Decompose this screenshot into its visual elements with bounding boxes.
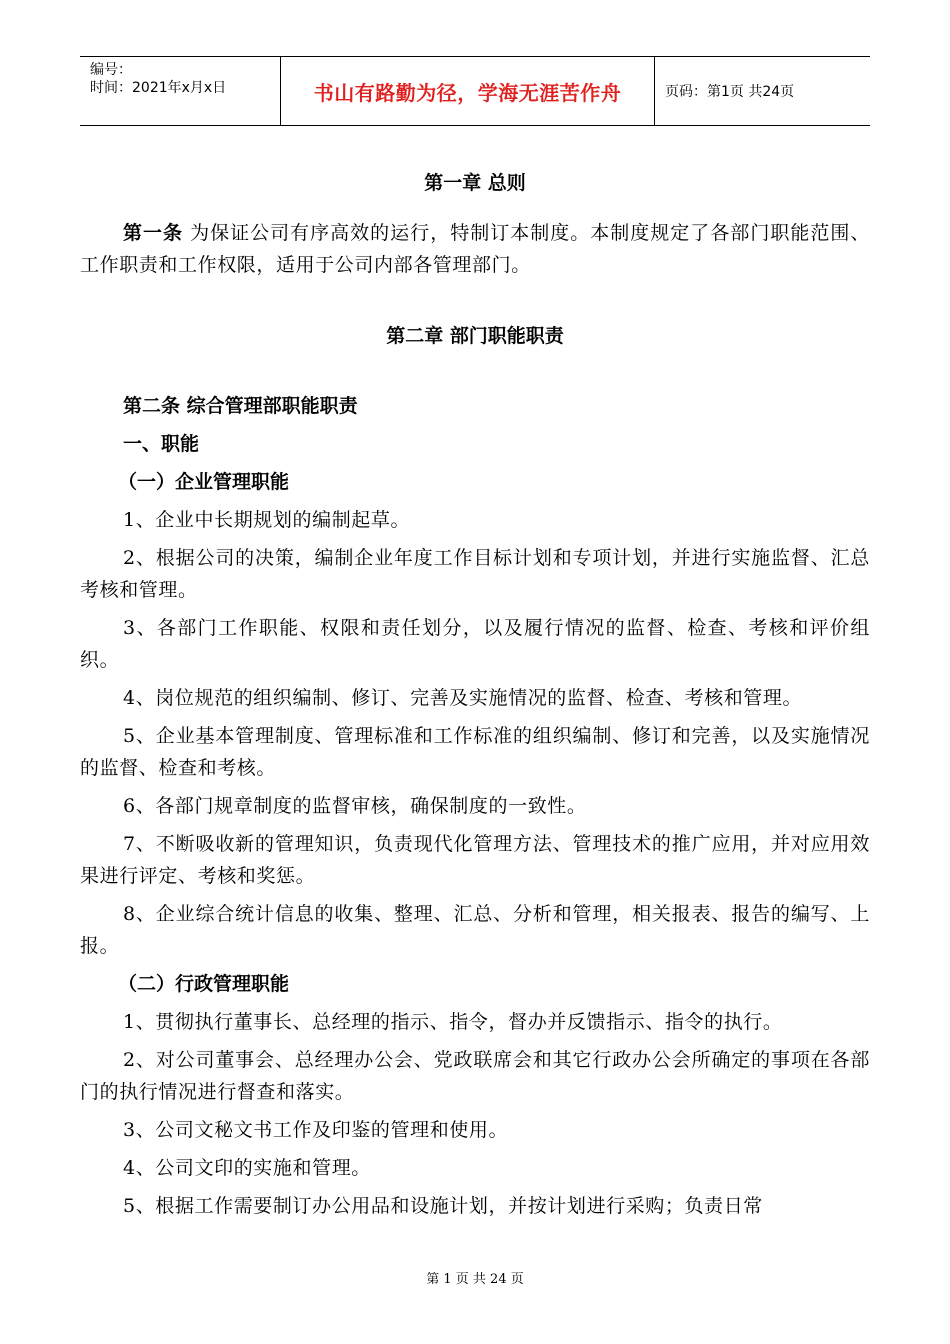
document-date-label: 时间：2021年x月x日 (90, 80, 227, 96)
list-item: 3、各部门工作职能、权限和责任划分，以及履行情况的监督、检查、考核和评价组织。 (80, 617, 870, 671)
document-body (80, 168, 870, 1222)
list-item: 3、公司文秘文书工作及印鉴的管理和使用。 (123, 1119, 509, 1141)
article-1 (80, 217, 870, 281)
article-2-title: 第二条 综合管理部职能职责 (123, 395, 358, 417)
header-page-label: 页码：第1页 共24页 (665, 84, 795, 100)
header-info-cell (80, 57, 281, 125)
list-item: 4、岗位规范的组织编制、修订、完善及实施情况的监督、检查、考核和管理。 (123, 687, 803, 709)
list-item: 4、公司文印的实施和管理。 (123, 1157, 371, 1179)
document-number-label: 编号： (90, 62, 132, 78)
subsection-administrative-management: （二）行政管理职能 (118, 973, 290, 995)
section-functions: 一、职能 (123, 433, 200, 455)
list-item: 1、贯彻执行董事长、总经理的指示、指令，督办并反馈指示、指令的执行。 (123, 1011, 783, 1033)
list-item: 1、企业中长期规划的编制起草。 (123, 509, 411, 531)
article-1-text: 为保证公司有序高效的运行，特制订本制度。本制度规定了各部门职能范围、工作职责和工作权限，适用于公司内部各管理部门。 (80, 222, 870, 276)
list-item: 2、对公司董事会、总经理办公会、党政联席会和其它行政办公会所确定的事项在各部门的执行情况进行督查和落实。 (80, 1049, 870, 1103)
list-item: 7、不断吸收新的管理知识，负责现代化管理方法、管理技术的推广应用，并对应用效果进行评定、考核和奖惩。 (80, 833, 870, 887)
header-motto: 书山有路勤为径，学海无涯苦作舟 (281, 57, 655, 125)
list-item: 5、根据工作需要制订办公用品和设施计划，并按计划进行采购；负责日常 (123, 1195, 763, 1217)
article-1-label: 第一条 (123, 222, 184, 244)
enterprise-management-list (80, 504, 870, 962)
administrative-management-list (80, 1006, 870, 1222)
chapter-1-title: 第一章 总则 (424, 172, 526, 194)
list-item: 5、企业基本管理制度、管理标准和工作标准的组织编制、修订和完善，以及实施情况的监督、检查和考核。 (80, 725, 870, 779)
list-item: 6、各部门规章制度的监督审核，确保制度的一致性。 (123, 795, 587, 817)
chapter-2-title: 第二章 部门职能职责 (386, 325, 564, 347)
list-item: 2、根据公司的决策，编制企业年度工作目标计划和专项计划，并进行实施监督、汇总考核和管理。 (80, 547, 870, 601)
list-item: 8、企业综合统计信息的收集、整理、汇总、分析和管理，相关报表、报告的编写、上报。 (80, 903, 870, 957)
subsection-enterprise-management: （一）企业管理职能 (118, 471, 290, 493)
page-footer: 第 1 页 共 24 页 (426, 1272, 524, 1287)
header-table (80, 56, 870, 126)
